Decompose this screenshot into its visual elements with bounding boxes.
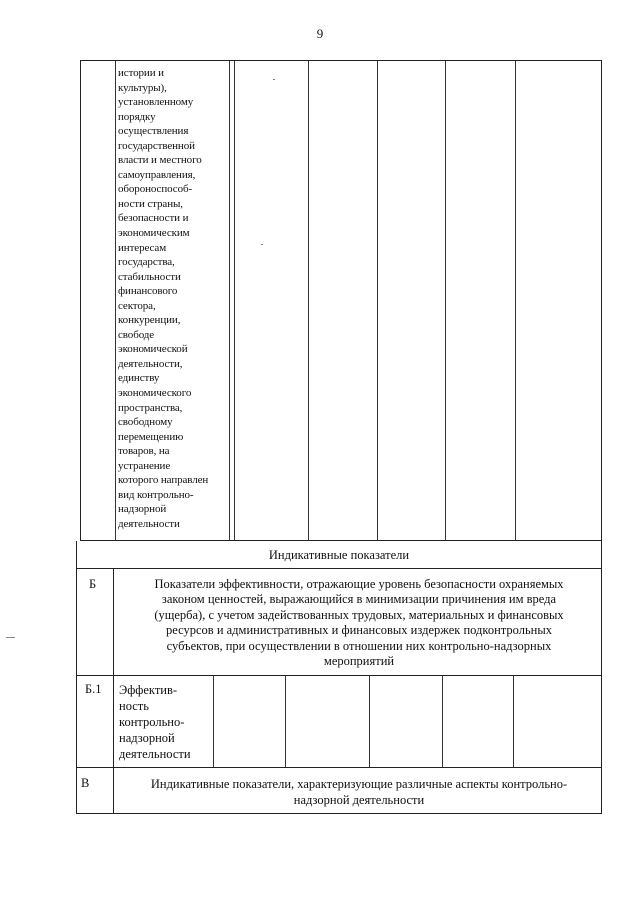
text-line: контрольно- — [119, 715, 185, 729]
text-line: законом ценностей, выражающийся в минимизации причинения им вреда — [161, 592, 557, 607]
indicators-header — [76, 541, 602, 569]
row-b1-code: Б.1 — [85, 682, 102, 696]
section-v-text — [121, 776, 597, 808]
table-column-divider — [213, 676, 214, 767]
text-line: вид контрольно- — [118, 488, 194, 501]
text-line: порядку — [118, 110, 156, 123]
text-line: свободе — [118, 328, 155, 341]
text-line: единству — [118, 372, 160, 385]
text-line: которого направлен — [118, 474, 209, 487]
scan-margin-mark — [6, 637, 15, 638]
section-v-row — [76, 768, 602, 814]
text-line: установленному — [118, 96, 194, 109]
table-column-divider — [377, 61, 378, 540]
text-line: ности страны, — [118, 197, 183, 210]
text-line: надзорной — [119, 731, 175, 745]
text-line: ресурсов и административных и финансовых издержек подконтрольных — [166, 623, 552, 638]
table-column-divider — [113, 676, 114, 767]
text-line: перемещению — [118, 430, 184, 443]
table-column-divider — [234, 61, 235, 540]
indicators-header-title: Индикативные показатели — [268, 548, 410, 562]
continued-table — [80, 60, 602, 541]
table-column-divider — [113, 768, 114, 813]
table-column-divider — [115, 61, 116, 540]
section-b-row — [76, 569, 602, 676]
text-line: государственной — [118, 139, 195, 152]
table-column-divider — [442, 676, 443, 767]
table-column-divider — [515, 61, 516, 540]
table-column-divider — [513, 676, 514, 767]
text-line: власти и местного — [118, 154, 202, 167]
text-line: мероприятий — [323, 654, 395, 669]
table-column-divider — [445, 61, 446, 540]
text-line: сектора, — [118, 299, 156, 312]
text-line: интересам — [118, 241, 167, 254]
continued-cell-text — [118, 66, 232, 532]
text-line: экономического — [118, 387, 192, 400]
text-line: деятельности, — [118, 357, 183, 370]
text-line: устранение — [118, 459, 171, 472]
scan-speck — [261, 244, 263, 245]
text-line: пространства, — [118, 401, 183, 414]
text-line: ность — [119, 699, 149, 713]
text-line: безопасности и — [118, 212, 189, 225]
text-line: экономическим — [118, 227, 190, 240]
text-line: осуществления — [118, 125, 189, 138]
text-line: Индикативные показатели, характеризующие различные аспекты контрольно- — [150, 777, 568, 791]
text-line: деятельности — [119, 747, 191, 761]
text-line: обороноспособ- — [118, 183, 193, 196]
text-line: истории и — [118, 67, 164, 79]
scan-speck — [273, 79, 275, 80]
text-line: (ущерба), с учетом задействованных трудовых, материальных и финансовых — [154, 607, 564, 622]
text-line: свободному — [118, 416, 173, 429]
text-line: финансового — [118, 285, 178, 298]
section-b-code: Б — [89, 577, 97, 591]
section-b-text — [121, 577, 597, 669]
table-column-divider — [113, 569, 114, 675]
text-line: Показатели эффективности, отражающие уровень безопасности охраняемых — [154, 577, 564, 591]
text-line: субъектов, при осуществлении в отношении них контрольно-надзорных — [166, 638, 552, 653]
text-line: надзорной деятельности — [293, 793, 425, 807]
text-line: надзорной — [118, 503, 167, 516]
section-v-code: В — [81, 776, 90, 790]
table-column-divider — [308, 61, 309, 540]
table-column-divider — [285, 676, 286, 767]
page-number: 9 — [316, 26, 324, 41]
text-line: стабильности — [118, 270, 181, 283]
text-line: самоуправления, — [118, 168, 196, 181]
text-line: культуры), — [118, 81, 167, 94]
table-column-divider — [369, 676, 370, 767]
text-line: государства, — [118, 256, 175, 269]
text-line: экономической — [118, 343, 188, 356]
text-line: деятельности — [118, 517, 180, 530]
text-line: Эффектив- — [119, 683, 178, 697]
row-b1-label — [119, 682, 211, 762]
text-line: конкуренции, — [118, 314, 181, 327]
row-b1 — [76, 676, 602, 768]
text-line: товаров, на — [118, 445, 170, 458]
